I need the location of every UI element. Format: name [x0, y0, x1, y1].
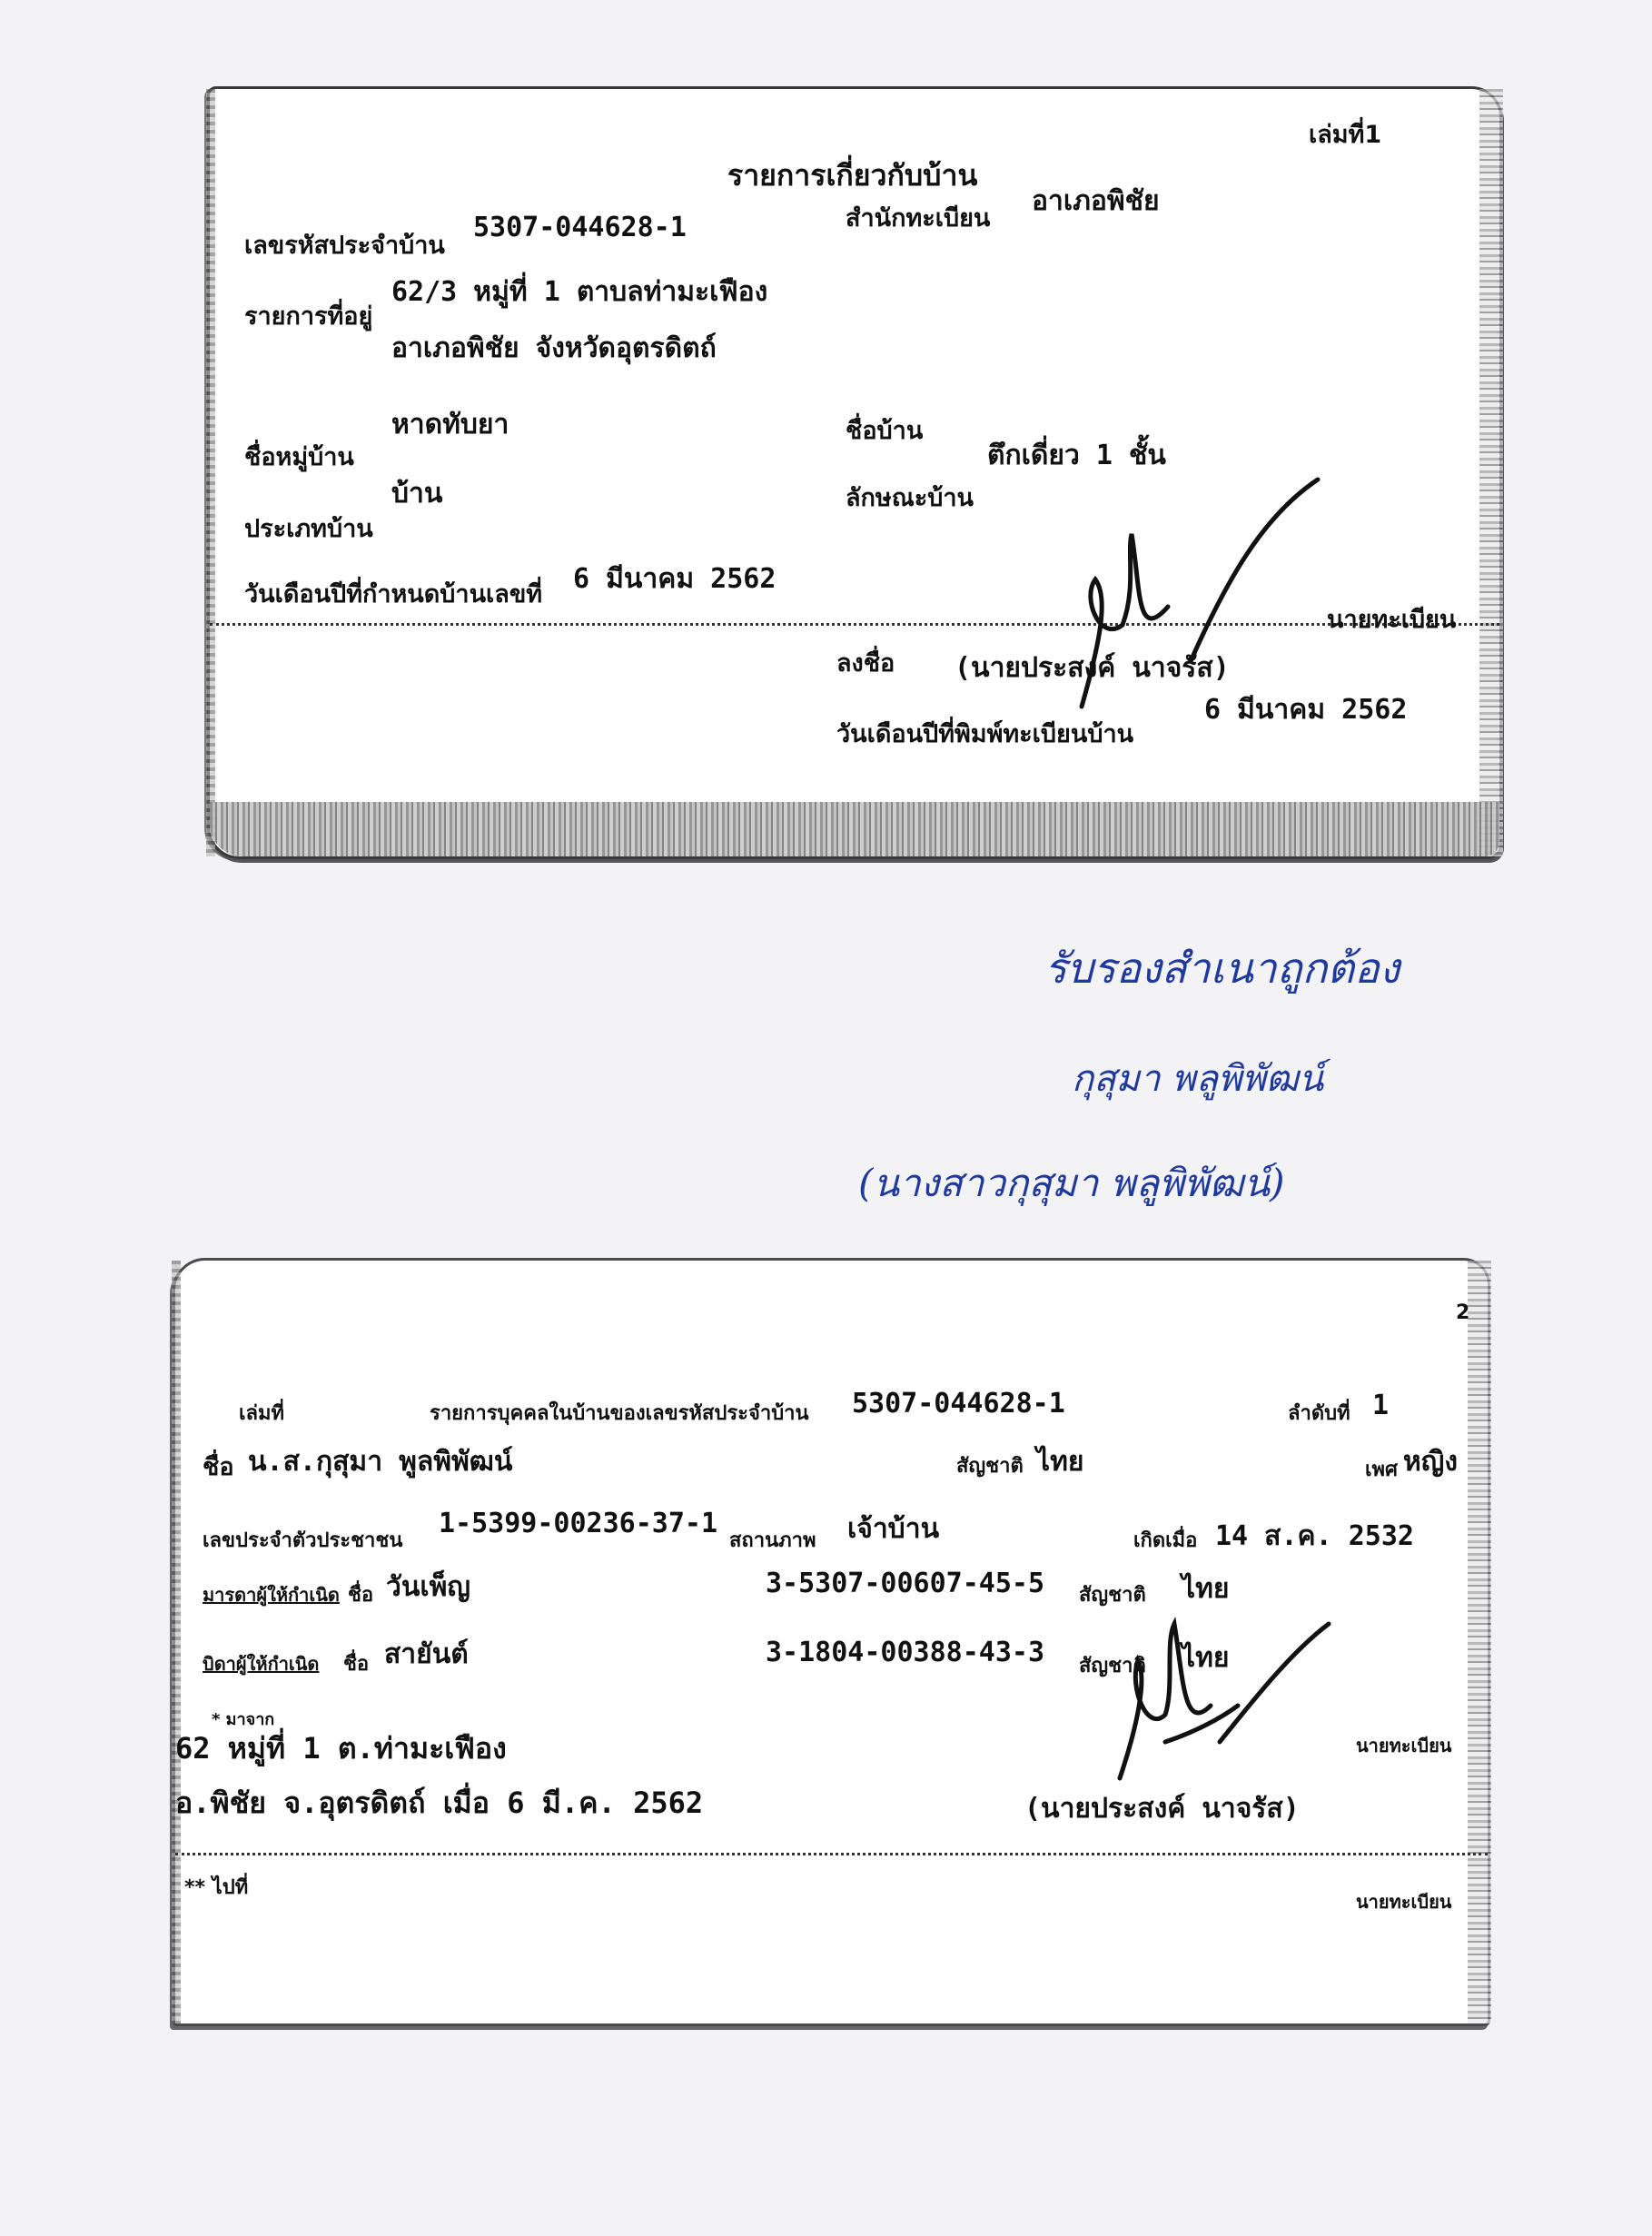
moved-to-label: ** ไปที่ — [184, 1876, 249, 1899]
status-label: สถานภาพ — [729, 1529, 816, 1552]
certifier-signature-handwriting: กุสุมา พลูพิพัฒน์ — [1072, 1058, 1324, 1100]
registrar-name: (นายประสงค์ นาจรัส) — [1024, 1793, 1300, 1825]
born-label: เกิดเมื่อ — [1133, 1529, 1198, 1552]
scan-edge-shading — [1479, 89, 1503, 856]
mother-nationality: ไทย — [1182, 1573, 1230, 1605]
book-label: เล่มที่ — [239, 1402, 285, 1425]
scan-edge-shading — [172, 1261, 181, 2023]
scan-edge-shading — [206, 89, 215, 856]
status-value: เจ้าบ้าน — [847, 1513, 940, 1545]
address-label: รายการที่อยู่ — [244, 302, 373, 331]
registrar-title: นายทะเบียน — [1356, 1891, 1452, 1913]
print-date-label: วันเดือนปีที่พิมพ์ทะเบียนบ้าน — [836, 720, 1134, 748]
person-details-card — [173, 1258, 1490, 2026]
sex-value: หญิง — [1403, 1446, 1458, 1478]
page-number: 2 — [1456, 1301, 1470, 1324]
nationality-label: สัญชาติ — [956, 1455, 1024, 1478]
father-id: 3-1804-00388-43-3 — [766, 1637, 1045, 1668]
house-character-label: ลักษณะบ้าน — [846, 484, 974, 512]
registrar-signature — [1102, 1606, 1338, 1787]
father-label: บิดาผู้ให้กำเนิด — [203, 1653, 320, 1675]
father-name: สายันต์ — [384, 1638, 469, 1670]
house-id-value: 5307-044628-1 — [473, 212, 687, 243]
address-line-2: อาเภอพิชัย จังหวัดอุตรดิตถ์ — [391, 332, 717, 364]
registry-office-value: อาเภอพิชัย — [1032, 185, 1160, 217]
house-id-value: 5307-044628-1 — [852, 1388, 1065, 1420]
card-title: รายการเกี่ยวกับบ้าน — [727, 158, 978, 193]
order-label: ลำดับที่ — [1288, 1402, 1350, 1425]
nationality-value: ไทย — [1036, 1446, 1084, 1478]
assigned-date-label: วันเดือนปีที่กำหนดบ้านเลขที่ — [244, 580, 543, 608]
father-nationality-label: สัญชาติ — [1079, 1655, 1146, 1677]
mother-name: วันเพ็ญ — [386, 1571, 470, 1603]
name-label: ชื่อ — [203, 1453, 234, 1481]
person-name: น.ส.กุสุมา พูลพิพัฒน์ — [248, 1446, 513, 1478]
moved-from-line-2: อ.พิชัย จ.อุตรดิตถ์ เมื่อ 6 มี.ค. 2562 — [175, 1786, 704, 1820]
order-number: 1 — [1372, 1390, 1390, 1421]
house-type-value: บ้าน — [391, 478, 443, 510]
sign-label: ลงชื่อ — [836, 649, 895, 678]
house-name-label: ชื่อบ้าน — [846, 417, 924, 445]
village-value: หาดทับยา — [391, 409, 509, 440]
house-type-label: ประเภทบ้าน — [244, 515, 373, 543]
registry-office-label: สำนักทะเบียน — [846, 204, 991, 233]
citizen-id-value: 1-5399-00236-37-1 — [439, 1508, 718, 1539]
scan-edge-shading — [1468, 1261, 1491, 2023]
born-date: 14 ส.ค. 2532 — [1215, 1520, 1414, 1552]
house-id-label: เลขรหัสประจำบ้าน — [244, 232, 445, 260]
sex-label: เพศ — [1365, 1459, 1398, 1481]
id-label: เลขประจำตัวประชาชน — [203, 1529, 403, 1552]
book-number: เล่มที่1 — [1309, 121, 1382, 149]
address-line-1: 62/3 หมู่ที่ 1 ตาบลท่ามะเฟือง — [391, 276, 768, 308]
scan-noise-band — [210, 802, 1499, 856]
mother-nationality-label: สัญชาติ — [1079, 1584, 1146, 1607]
assigned-date-value: 6 มีนาคม 2562 — [573, 563, 777, 595]
mother-id: 3-5307-00607-45-5 — [766, 1568, 1045, 1599]
moved-from-label: * มาจาก — [212, 1710, 275, 1729]
registrar-title: นายทะเบียน — [1327, 606, 1457, 634]
registrar-title: นายทะเบียน — [1356, 1735, 1452, 1756]
certify-copy-handwriting: รับรองสำเนาถูกต้อง — [1044, 944, 1400, 993]
father-nationality: ไทย — [1182, 1642, 1230, 1674]
moved-from-line-1: 62 หมู่ที่ 1 ต.ท่ามะเฟือง — [175, 1731, 507, 1766]
certifier-name-handwriting: (นางสาวกุสุมา พลูพิพัฒน์) — [858, 1161, 1285, 1205]
print-date-value: 6 มีนาคม 2562 — [1204, 694, 1408, 726]
mother-name-label: ชื่อ — [348, 1584, 374, 1607]
mother-label: มารดาผู้ให้กำเนิด — [203, 1584, 340, 1606]
card-title: รายการบุคคลในบ้านของเลขรหัสประจำบ้าน — [430, 1402, 809, 1425]
registrar-name: (นายประสงค์ นาจรัส) — [955, 652, 1230, 684]
father-name-label: ชื่อ — [343, 1653, 370, 1676]
dotted-separator — [175, 1853, 1488, 1855]
house-character-value: ตึกเดี่ยว 1 ชั้น — [987, 440, 1166, 471]
village-label: ชื่อหมู่บ้าน — [244, 443, 354, 471]
house-details-card — [207, 86, 1502, 859]
